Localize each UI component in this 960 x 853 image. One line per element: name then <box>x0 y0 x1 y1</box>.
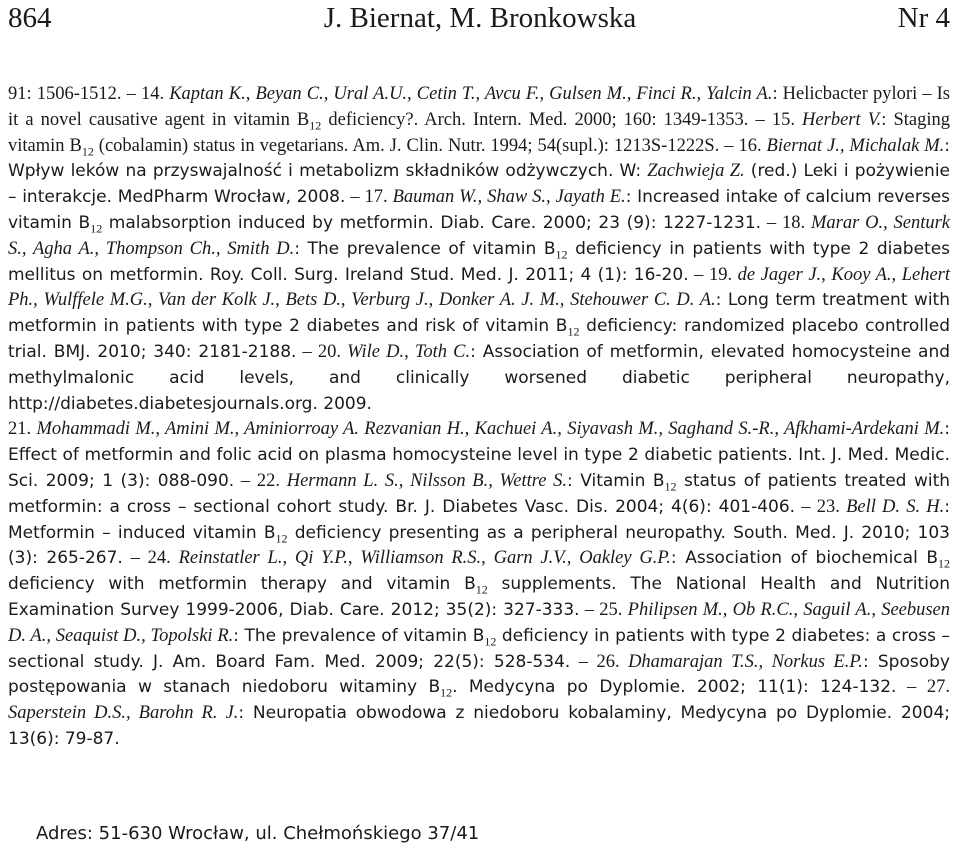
reference-authors: Kaptan K., Beyan C., Ural A.U., Cetin T., Avcu F., Gulsen M., Finci R., Yalcin A. <box>169 84 773 104</box>
page-header <box>0 0 960 40</box>
reference-authors: Herbert V. <box>802 109 882 130</box>
reference-number: 15. <box>771 109 795 130</box>
reference-24: – 24. Reinstatler L., Qi Y.P., Williamson R.S., Garn J.V., Oakley G.P.: Association of biochemical $B_{12}$ deficiency with metformin therapy and vitamin $B_{12}$ supplements. The National Health and Nutrition Examination Survey 1999-2006, Diab. Care. 2012; 35(2): 327-333. <box>8 548 951 620</box>
reference-20: – 20. Wile D., Toth C.: Association of metformin, elevated homocysteine and methylmalonic acid levels, and clinically worsened diabetic peripheral neuropathy, http://diabetes.diabetesjournals.org. 2009. <box>8 341 951 414</box>
reference-authors: Dhamarajan T.S., Norkus E.P. <box>628 651 863 672</box>
reference-17: – 17. Bauman W., Shaw S., Jayath E.: Increased intake of calcium reverses vitamin $B_{12}$ malabsorption induced by metformin. Diab. Care. 2000; 23 (9): 1227-1231. <box>8 187 951 236</box>
reference-number: 17. <box>364 187 388 208</box>
reference-number: 27. <box>926 677 950 698</box>
reference-authors: de Jager J., Kooy A., Lehert Ph., Wulffele M.G., Van der Kolk J., Bets D., Verburg J., Donker A. J. M., Stehouwer C. D. A. <box>8 264 951 311</box>
reference-number: 24. <box>147 548 171 569</box>
reference-authors: Wile D., Toth C. <box>347 341 471 362</box>
reference-18: – 18. Marar O., Senturk S., Agha A., Thompson Ch., Smith D.: The prevalence of vitamin $B_{12}$ deficiency in patients with type 2 diabetes mellitus on metformin. Roy. Coll. Surg. Ireland Stud. Med. J. 2011; 4 (1): 16-20. <box>8 212 951 285</box>
reference-number: 25. <box>599 599 623 620</box>
reference-paragraph <box>8 82 950 417</box>
reference-13-tail: 91: 1506-1512. <box>8 84 122 104</box>
reference-authors: Bell D. S. H. <box>846 496 945 517</box>
reference-27: – 27. Saperstein D.S., Barohn R. J.: Neuropatia obwodowa z niedoboru kobalaminy, Medycyna po Dyplomie. 2004; 13(6): 79-87. <box>8 677 950 749</box>
reference-authors: Mohammadi M., Amini M., Aminiorroay A. Rezvanian H., Kachuei A., Siyavash M., Saghand S.-R., Afkhami-Ardekani M. <box>36 419 945 440</box>
reference-authors: Hermann L. S., Nilsson B., Wettre S. <box>286 470 568 491</box>
reference-paragraph <box>8 417 950 752</box>
reference-number: 21. <box>8 419 32 440</box>
reference-authors: Saperstein D.S., Barohn R. J. <box>8 703 239 724</box>
correspondence-address: Adres: 51-630 Wrocław, ul. Chełmońskiego 37/41 <box>36 823 480 844</box>
reference-number: 14. <box>140 84 165 104</box>
reference-number: 20. <box>317 341 342 362</box>
reference-authors: Biernat J., Michalak M. <box>766 135 945 156</box>
reference-authors: Reinstatler L., Qi Y.P., Williamson R.S., Garn J.V., Oakley G.P. <box>178 548 671 569</box>
reference-number: 18. <box>782 212 806 233</box>
reference-number: 22. <box>256 470 280 491</box>
reference-16: – 16. Biernat J., Michalak M.: Wpływ leków na przyswajalność i metabolizm składników odżywczych. W: Zachwieja Z. (red.) Leki i pożywienie – interakcje. MedPharm Wrocław, 2008. <box>8 135 951 208</box>
running-title: J. Biernat, M. Bronkowska <box>323 2 637 34</box>
issue-number: Nr 4 <box>897 2 950 34</box>
reference-number: 23. <box>816 496 840 517</box>
reference-list <box>8 82 950 753</box>
reference-number: 16. <box>738 135 762 156</box>
reference-14: – 14. Kaptan K., Beyan C., Ural A.U., Cetin T., Avcu F., Gulsen M., Finci R., Yalcin A.: Helicbacter pylori – Is it a novel causative agent in vitamin $B_{12}$ deficiency?. Arch. Intern. Med. 2000; 160: 1349-1353. <box>8 84 951 133</box>
reference-number: 26. <box>596 651 620 672</box>
reference-23: – 23. Bell D. S. H.: Metformin – induced vitamin $B_{12}$ deficiency presenting as a peripheral neuropathy. South. Med. J. 2010; 103 (3): 265-267. <box>8 496 951 569</box>
reference-22: – 22. Hermann L. S., Nilsson B., Wettre S.: Vitamin $B_{12}$ status of patients treated with metformin: a cross – sectional cohort study. Br. J. Diabetes Vasc. Dis. 2004; 4(6): 401-406. <box>8 470 951 517</box>
reference-authors: Marar O., Senturk S., Agha A., Thompson Ch., Smith D. <box>8 212 951 259</box>
reference-authors: Philipsen M., Ob R.C., Saguil A., Seebusen D. A., Seaquist D., Topolski R. <box>8 599 951 646</box>
reference-26: – 26. Dhamarajan T.S., Norkus E.P.: Sposoby postępowania w stanach niedoboru witaminy $B_{12}$. Medycyna po Dyplomie. 2002; 11(1): 124-132. <box>8 651 950 701</box>
page-number: 864 <box>8 2 52 34</box>
reference-15: – 15. Herbert V.: Staging vitamin $B_{12}$ (cobalamin) status in vegetarians. Am. J. Clin. Nutr. 1994; 54(supl.): 1213S-1222S. <box>8 109 950 159</box>
reference-19: – 19. de Jager J., Kooy A., Lehert Ph., Wulffele M.G., Van der Kolk J., Bets D., Verburg J., Donker A. J. M., Stehouwer C. D. A.: Long term treatment with metformin in patients with type 2 diabetes and risk of vitamin $B_{12}$ deficiency: randomized placebo controlled trial. BMJ. 2010; 340: 2181-2188. <box>8 264 951 362</box>
reference-21: 21. Mohammadi M., Amini M., Aminiorroay A. Rezvanian H., Kachuei A., Siyavash M., Saghand S.-R., Afkhami-Ardekani M.: Effect of metformin and folic acid on plasma homocysteine level in type 2 diabetic patients. Int. J. Med. Medic. Sci. 2009; 1 (3): 088-090. <box>8 419 950 491</box>
reference-number: 19. <box>708 264 733 285</box>
reference-authors: Bauman W., Shaw S., Jayath E. <box>392 187 626 208</box>
reference-editor: Zachwieja Z. <box>647 161 745 182</box>
reference-25: – 25. Philipsen M., Ob R.C., Saguil A., Seebusen D. A., Seaquist D., Topolski R.: The prevalence of vitamin $B_{12}$ deficiency in patients with type 2 diabetes: a cross – sectional study. J. Am. Board Fam. Med. 2009; 22(5): 528-534. <box>8 599 951 672</box>
